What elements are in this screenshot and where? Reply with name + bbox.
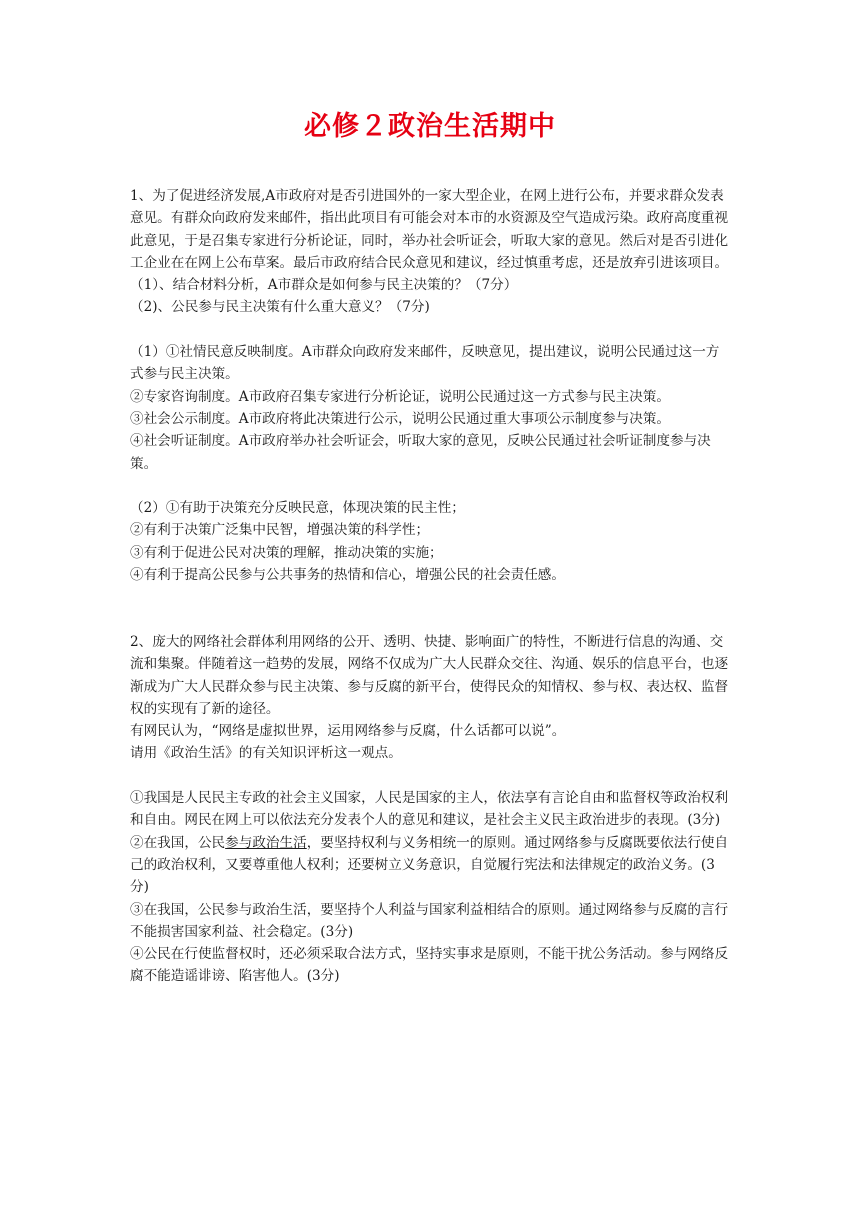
q2-answer-2-prefix: ②在我国，公民 bbox=[130, 834, 226, 851]
q1-subquestion-1: （1）、结合材料分析，A市群众是如何参与民主决策的？（7分） bbox=[130, 277, 518, 294]
q1-material: 1、为了促进经济发展,A市政府对是否引进国外的一家大型企业，在网上进行公布，并要求群众发表意见。有群众向政府发来邮件，指出此项目有可能会对本市的水资源及空气造成污染。政府高度重视此意见，于是召集专家进行分析论证，同时，举办社会听证会，听取大家的意见。然后对是否引进化工企业在在网上公布草案。最后市政府结合民众意见和建议，经过慎重考虑，还是放弃引进该项目。 bbox=[130, 188, 729, 271]
q2-material: 2、庞大的网络社会群体利用网络的公开、透明、快捷、影响面广的特性，不断进行信息的沟通、交流和集聚。伴随着这一趋势的发展，网络不仅成为广大人民群众交往、沟通、娱乐的信息平台，也逐渐成为广大人民群众参与民主决策、参与反腐的新平台，使得民众的知情权、参与权、表达权、监督权的实现有了新的途径。 bbox=[130, 633, 729, 717]
q2-answer-item bbox=[130, 832, 730, 899]
q1-answer-1-item: ④社会听证制度。A市政府举办社会听证会，听取大家的意见，反映公民通过社会听证制度参与决策。 bbox=[130, 433, 711, 472]
page-title: 必修２政治生活期中 bbox=[304, 111, 556, 142]
q2-answer-item: ③在我国，公民参与政治生活，要坚持个人利益与国家利益相结合的原则。通过网络参与反腐的言行不能损害国家利益、社会稳定。(3分) bbox=[130, 901, 729, 940]
q1-answer-2-item: ③有利于促进公民对决策的理解，推动决策的实施； bbox=[130, 544, 443, 561]
q2-prompt: 请用《政治生活》的有关知识评析这一观点。 bbox=[130, 745, 402, 762]
q1-answer-1-item: ③社会公示制度。A市政府将此决策进行公示，说明公民通过重大事项公示制度参与决策。 bbox=[130, 410, 670, 427]
q1-subquestion-2: （2)、公民参与民主决策有什么重大意义？（7分) bbox=[130, 299, 430, 316]
q1-answer-2-item: ④有利于提高公民参与公共事务的热情和信心，增强公民的社会责任感。 bbox=[130, 567, 565, 584]
q1-answer-1-item: ②专家咨询制度。A市政府召集专家进行分析论证，说明公民通过这一方式参与民主决策。 bbox=[130, 388, 670, 405]
q2-viewpoint: 有网民认为，“网络是虚拟世界，运用网络参与反腐，什么话都可以说”。 bbox=[130, 723, 566, 740]
q2-answer-item: ④公民在行使监督权时，还必须采取合法方式，坚持实事求是原则，不能干扰公务活动。参与网络反腐不能造谣诽谤、陷害他人。(3分) bbox=[130, 946, 729, 985]
q2-answer-2-underlined: 参与政治生活 bbox=[225, 834, 307, 851]
q2-answer-item: ①我国是人民民主专政的社会主义国家，人民是国家的主人，依法享有言论自由和监督权等政治权利和自由。网民在网上可以依法充分发表个人的意见和建议，是社会主义民主政治进步的表现。(3分) bbox=[130, 790, 729, 829]
q2-answer-2-rest: ，要坚持权利与义务相统一的原则。通过网络参与反腐既要依法行使自己的政治权利，又要尊重他人权利；还要树立义务意识，自觉履行宪法和法律规定的政治义务。(3分) bbox=[130, 834, 729, 896]
q1-answer-2-item: （2）①有助于决策充分反映民意，体现决策的民主性； bbox=[130, 500, 465, 517]
question-1 bbox=[130, 185, 730, 586]
q1-answer-2-item: ②有利于决策广泛集中民智，增强决策的科学性； bbox=[130, 522, 430, 539]
question-2 bbox=[130, 631, 730, 988]
document-body bbox=[130, 185, 730, 988]
q1-answer-1-item: （1）①社情民意反映制度。A市群众向政府发来邮件，反映意见，提出建议，说明公民通过这一方式参与民主决策。 bbox=[130, 344, 720, 383]
